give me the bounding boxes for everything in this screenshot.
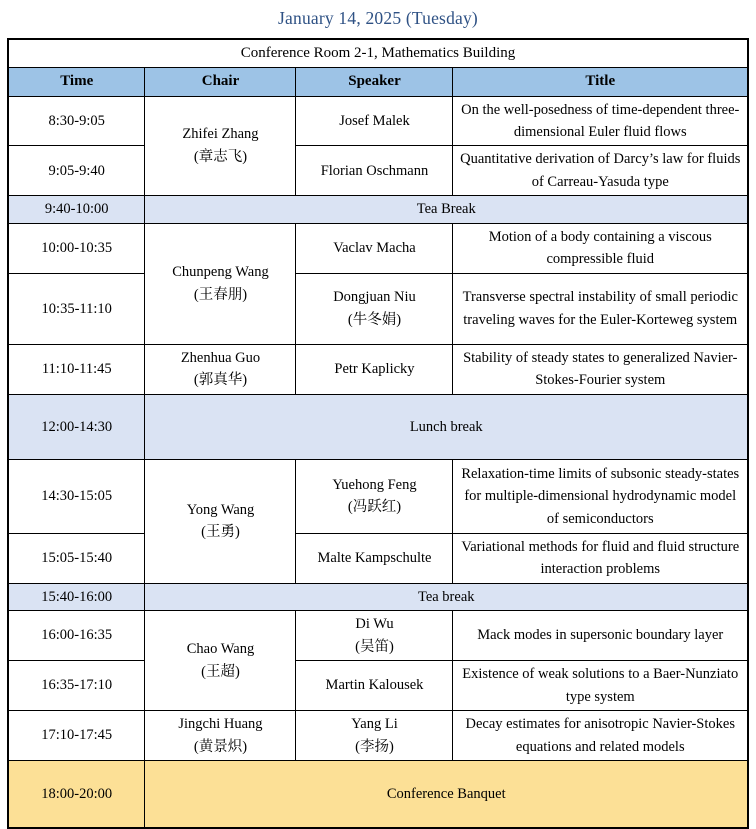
chair-cell <box>145 711 296 761</box>
chair-name: Chao Wang <box>186 641 255 658</box>
title-cell: Existence of weak solutions to a Baer-Nunziato type system <box>453 661 748 711</box>
chair-cell <box>145 611 296 711</box>
banquet-row <box>8 761 748 828</box>
speaker-cn: (李扬) <box>355 738 394 755</box>
schedule-table <box>7 38 749 829</box>
time-cell: 10:00-10:35 <box>8 223 145 273</box>
time-cell: 14:30-15:05 <box>8 459 145 533</box>
column-header-time: Time <box>8 68 145 96</box>
chair-cn: (郭真华) <box>193 372 248 389</box>
room-header: Conference Room 2-1, Mathematics Building <box>8 39 748 68</box>
time-cell: 11:10-11:45 <box>8 344 145 394</box>
chair-cell <box>145 223 296 344</box>
chair-cell <box>145 344 296 394</box>
session-row <box>8 711 748 761</box>
speaker-cell <box>296 273 453 344</box>
speaker-cell: Florian Oschmann <box>296 146 453 196</box>
session-row <box>8 533 748 583</box>
time-cell: 18:00-20:00 <box>8 761 145 828</box>
chair-cell <box>145 459 296 583</box>
chair-cell <box>145 96 296 196</box>
break-label: Tea Break <box>145 196 748 223</box>
time-cell: 8:30-9:05 <box>8 96 145 146</box>
title-cell: Mack modes in supersonic boundary layer <box>453 611 748 661</box>
speaker-cell: Vaclav Macha <box>296 223 453 273</box>
session-row <box>8 96 748 146</box>
chair-name: Zhenhua Guo <box>180 349 261 366</box>
chair-cn: (王春朋) <box>193 286 248 303</box>
break-label: Tea break <box>145 583 748 610</box>
speaker-name: Yuehong Feng <box>332 476 417 493</box>
speaker-cell: Josef Malek <box>296 96 453 146</box>
column-header-row <box>8 68 748 96</box>
speaker-cell: Martin Kalousek <box>296 661 453 711</box>
time-cell: 12:00-14:30 <box>8 394 145 459</box>
chair-cn: (王勇) <box>201 524 240 541</box>
chair-name: Yong Wang <box>186 501 255 518</box>
chair-cn: (章志飞) <box>193 148 248 165</box>
time-cell: 15:05-15:40 <box>8 533 145 583</box>
speaker-name: Di Wu <box>355 616 394 633</box>
time-cell: 16:00-16:35 <box>8 611 145 661</box>
tea-break-row <box>8 583 748 610</box>
title-cell: Quantitative derivation of Darcy’s law for fluids of Carreau-Yasuda type <box>453 146 748 196</box>
room-header-row <box>8 39 748 68</box>
title-cell: Motion of a body containing a viscous compressible fluid <box>453 223 748 273</box>
banquet-label: Conference Banquet <box>145 761 748 828</box>
title-cell: Variational methods for fluid and fluid structure interaction problems <box>453 533 748 583</box>
session-row <box>8 223 748 273</box>
speaker-cell <box>296 459 453 533</box>
speaker-cn: (冯跃红) <box>347 499 402 516</box>
speaker-name: Yang Li <box>351 716 398 733</box>
lunch-break-row <box>8 394 748 459</box>
session-row <box>8 146 748 196</box>
title-cell: On the well-posedness of time-dependent three-dimensional Euler fluid flows <box>453 96 748 146</box>
time-cell: 16:35-17:10 <box>8 661 145 711</box>
page-title: January 14, 2025 (Tuesday) <box>278 8 478 28</box>
tea-break-row <box>8 196 748 223</box>
speaker-cell: Petr Kaplicky <box>296 344 453 394</box>
speaker-cn: (牛冬娟) <box>347 311 402 328</box>
session-row <box>8 661 748 711</box>
title-cell: Transverse spectral instability of small periodic traveling waves for the Euler-Korteweg system <box>453 273 748 344</box>
title-cell: Decay estimates for anisotropic Navier-Stokes equations and related models <box>453 711 748 761</box>
speaker-cell: Malte Kampschulte <box>296 533 453 583</box>
title-cell: Relaxation-time limits of subsonic steady-states for multiple-dimensional hydrodynamic model of semiconductors <box>453 459 748 533</box>
speaker-cn: (吴笛) <box>355 638 394 655</box>
chair-cn: (王超) <box>201 663 240 680</box>
column-header-title: Title <box>453 68 748 96</box>
time-cell: 9:05-9:40 <box>8 146 145 196</box>
chair-cn: (黄景炽) <box>193 738 248 755</box>
title-cell: Stability of steady states to generalized Navier-Stokes-Fourier system <box>453 344 748 394</box>
speaker-cell <box>296 611 453 661</box>
time-cell: 17:10-17:45 <box>8 711 145 761</box>
session-row <box>8 273 748 344</box>
chair-name: Chunpeng Wang <box>172 264 269 281</box>
speaker-name: Dongjuan Niu <box>333 289 416 306</box>
speaker-cell <box>296 711 453 761</box>
column-header-chair: Chair <box>145 68 296 96</box>
time-cell: 10:35-11:10 <box>8 273 145 344</box>
break-label: Lunch break <box>145 394 748 459</box>
chair-name: Zhifei Zhang <box>182 126 259 143</box>
time-cell: 15:40-16:00 <box>8 583 145 610</box>
session-row <box>8 611 748 661</box>
column-header-speaker: Speaker <box>296 68 453 96</box>
session-row <box>8 344 748 394</box>
session-row <box>8 459 748 533</box>
chair-name: Jingchi Huang <box>178 716 263 733</box>
time-cell: 9:40-10:00 <box>8 196 145 223</box>
